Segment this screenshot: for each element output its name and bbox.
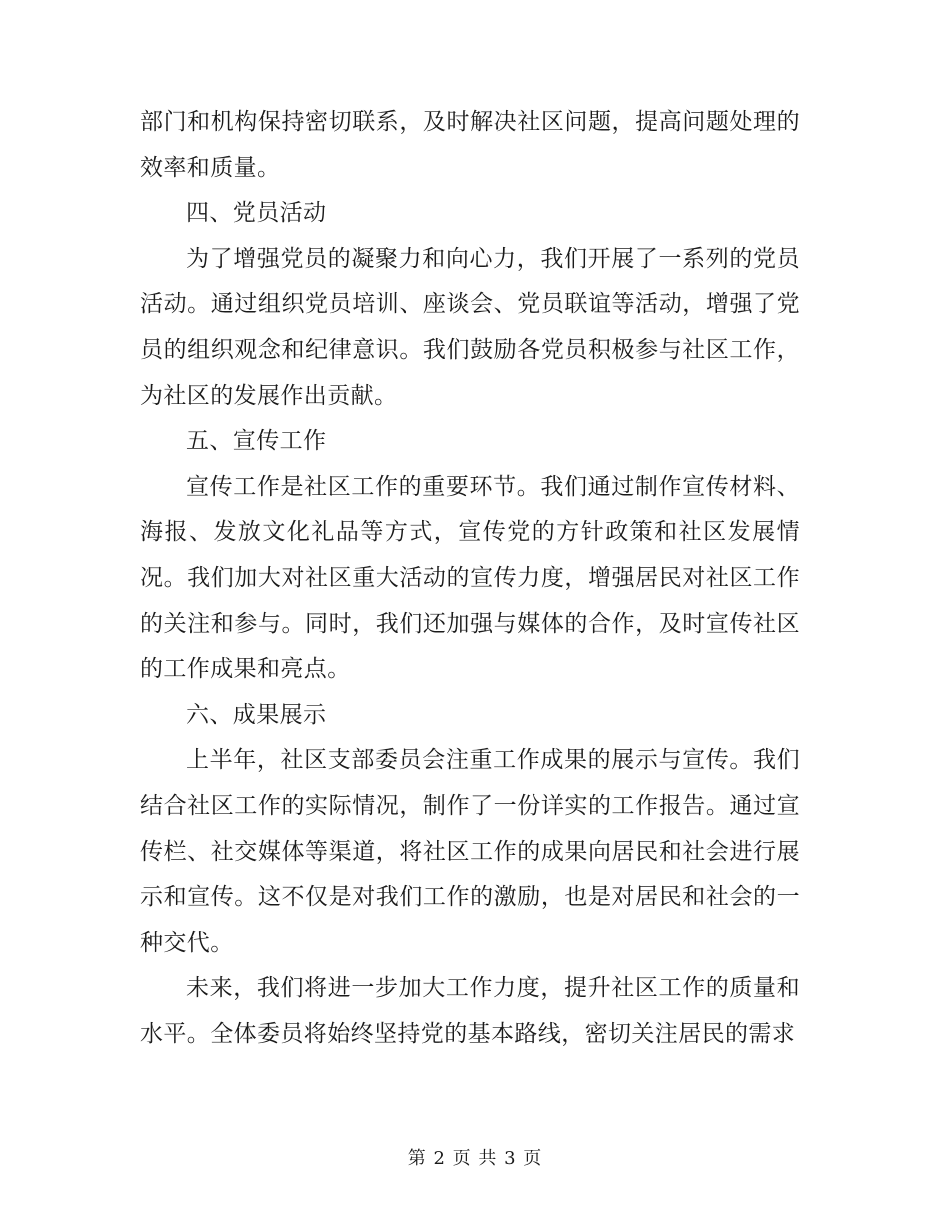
page-number-footer: 第 2 页 共 3 页 <box>407 1148 543 1169</box>
paragraph-continuation: 部门和机构保持密切联系，及时解决社区问题，提高问题处理的效率和质量。 <box>140 109 800 181</box>
paragraph-future: 未来，我们将进一步加大工作力度，提升社区工作的质量和水平。全体委员将始终坚持党的基本路线，密切关注居民的需求 <box>140 975 800 1047</box>
section-heading-achievements: 六、成果展示 <box>186 701 327 728</box>
paragraph-achievements: 上半年，社区支部委员会注重工作成果的展示与宣传。我们结合社区工作的实际情况，制作了一份详实的工作报告。通过宣传栏、社交媒体等渠道，将社区工作的成果向居民和社会进行展示和宣传。这不仅是对我们工作的激励，也是对居民和社会的一种交代。 <box>140 747 800 956</box>
paragraph-publicity: 宣传工作是社区工作的重要环节。我们通过制作宣传材料、海报、发放文化礼品等方式，宣传党的方针政策和社区发展情况。我们加大对社区重大活动的宣传力度，增强居民对社区工作的关注和参与。同时，我们还加强与媒体的合作，及时宣传社区的工作成果和亮点。 <box>140 473 800 683</box>
section-heading-party-activities: 四、党员活动 <box>186 200 327 227</box>
section-heading-publicity: 五、宣传工作 <box>186 428 327 455</box>
paragraph-party-activities: 为了增强党员的凝聚力和向心力，我们开展了一系列的党员活动。通过组织党员培训、座谈会、党员联谊等活动，增强了党员的组织观念和纪律意识。我们鼓励各党员积极参与社区工作，为社区的发展作出贡献。 <box>140 245 800 409</box>
document-body <box>140 100 800 1057</box>
